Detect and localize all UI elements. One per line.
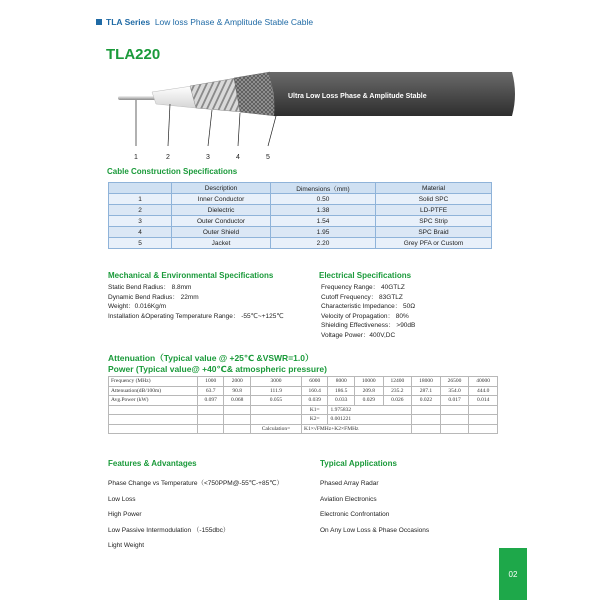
cell: 0.033 [328,396,354,406]
mechanical-line: Installation &Operating Temperature Range： -55℃~+125℃ [108,312,284,320]
cell: 90.8 [224,386,250,396]
feature-item: High Power [108,511,142,518]
cell [109,424,198,434]
application-item: Electronic Confrontation [320,511,390,518]
col-header-description: Description [172,183,271,194]
electrical-line: Voltage Power：400V,DC [321,331,396,339]
callout-1: 1 [134,154,138,161]
cell: 0.026 [383,396,412,406]
cell: 287.1 [412,386,441,396]
cell: 5 [109,238,172,249]
cable-drawing [100,66,520,176]
cell: Jacket [172,238,271,249]
callout-4: 4 [236,154,240,161]
cell: 209.8 [354,386,383,396]
calc-formula: K1×√FMHz+K2×FMHz [302,424,412,434]
application-item: Aviation Electronics [320,495,377,503]
feature-item: Phase Change vs Temperature（<750PPM@-55℃-+85℃） [108,480,283,487]
electrical-line: Frequency Range： 40GTLZ [321,284,405,291]
cell: Grey PFA or Custom [376,238,492,249]
inner-conductor [118,96,158,100]
page-number: 02 [508,570,518,579]
cell: Dielectric [172,205,271,216]
cell [469,424,498,434]
cell: 1000 [198,377,224,387]
cell: 0.017 [440,396,469,406]
feature-item: Low Loss [108,495,136,503]
cell [412,424,441,434]
callout-3: 3 [206,154,210,161]
cell: Outer Conductor [172,216,271,227]
cell: 354.0 [440,386,469,396]
table-row [109,405,498,415]
table-header-row [109,183,492,194]
page-number-box [499,548,527,600]
cell: 40000 [469,377,498,387]
mechanical-line: Static Bend Radius： 8.8mm [108,284,192,291]
cell: 235.2 [383,386,412,396]
table-row [109,424,498,434]
k2-value: 0.001221 [328,415,412,425]
application-item: On Any Low Loss & Phase Occasions [320,526,430,534]
cell: 26500 [440,377,469,387]
outer-conductor [190,78,242,112]
cell: 160.4 [302,386,328,396]
cell: 12400 [383,377,412,387]
mechanical-heading: Mechanical & Environmental Specifications [108,271,274,280]
series-name: TLA Series [106,17,151,27]
cell: 1 [109,194,172,205]
cell [109,405,198,415]
table-row [109,216,492,227]
cell [224,405,250,415]
cell: 0.055 [250,396,301,406]
feature-item: Low Passive Intermodulation （-155dbc） [108,526,230,534]
cell [440,405,469,415]
electrical-line: Cutoff Frequency： 83GTLZ [321,293,403,301]
cell: 0.50 [271,194,376,205]
col-header-dimensions: Dimensions（mm) [271,183,376,194]
cell: 0.097 [198,396,224,406]
table-row [109,415,498,425]
header-square-icon [96,19,102,25]
electrical-line: Velocity of Propagation： 80% [321,312,409,320]
application-item: Phased Array Radar [320,480,379,487]
cell: 8000 [328,377,354,387]
cell: 444.0 [469,386,498,396]
cell: 1.54 [271,216,376,227]
cell: 111.9 [250,386,301,396]
table-row [109,205,492,216]
att-label: Attenuation(dB/100m) [109,386,198,396]
cell [198,424,224,434]
freq-label: Frequency (MHz) [109,377,198,387]
mechanical-list [108,283,284,321]
cell [224,415,250,425]
mechanical-line: Dynamic Bend Radius： 22mm [108,293,199,301]
cell [440,424,469,434]
construction-heading: Cable Construction Specifications [107,167,238,176]
calc-label: Calculation= [250,424,301,434]
cell [469,405,498,415]
cell: 3 [109,216,172,227]
cell: 6000 [302,377,328,387]
cell [224,424,250,434]
electrical-heading: Electrical Specifications [319,271,412,280]
cell: 3000 [250,377,301,387]
cell: 63.7 [198,386,224,396]
cell: Inner Conductor [172,194,271,205]
cell [198,415,224,425]
features-heading: Features & Advantages [108,459,197,468]
cell [469,415,498,425]
callout-5: 5 [266,154,270,161]
cell [198,405,224,415]
table-row [109,194,492,205]
header-subtitle: Low loss Phase & Amplitude Stable Cable [154,17,314,27]
power-label: Avg.Power (kW) [109,396,198,406]
cell: 4 [109,227,172,238]
feature-item: Light Weight [108,542,145,549]
table-row [109,396,498,406]
table-row [109,227,492,238]
cell: LD-PTFE [376,205,492,216]
electrical-list [321,283,415,340]
k1-label: K1= [302,405,328,415]
cell [250,415,301,425]
page-header [96,17,313,27]
cell [412,415,441,425]
cable-illustration [100,66,520,176]
outer-shield [234,72,276,116]
col-header-material: Material [376,183,492,194]
cell: 2 [109,205,172,216]
attenuation-title: Attenuation（Typical value @ +25℃ &VSWR=1.0） [108,353,314,363]
col-header-index [109,183,172,194]
k1-value: 1.975832 [328,405,412,415]
cell: Outer Shield [172,227,271,238]
cell [440,415,469,425]
cell: 1.95 [271,227,376,238]
cell: SPC Braid [376,227,492,238]
k2-label: K2= [302,415,328,425]
product-title: TLA220 [106,46,161,63]
table-row [109,377,498,387]
construction-table [108,182,492,249]
features-list [108,476,283,554]
cell [250,405,301,415]
electrical-line: Characteristic Impedance： 50Ω [321,303,416,310]
cell: Solid SPC [376,194,492,205]
mechanical-line: Weight：0.016Kg/m [108,303,167,310]
applications-list [320,476,429,538]
cell: 0.022 [412,396,441,406]
cell: 2.20 [271,238,376,249]
cell: 0.014 [469,396,498,406]
table-row [109,386,498,396]
cell: 0.029 [354,396,383,406]
dielectric [152,86,196,108]
cell: 0.068 [224,396,250,406]
cell [412,405,441,415]
cell: 18000 [412,377,441,387]
cell: SPC Strip [376,216,492,227]
cell: 10000 [354,377,383,387]
cell [109,415,198,425]
cell: 0.039 [302,396,328,406]
cell: 2000 [224,377,250,387]
table-row [109,238,492,249]
attenuation-table [108,376,498,434]
applications-heading: Typical Applications [320,459,397,468]
callout-2: 2 [166,154,170,161]
jacket-label: Ultra Low Loss Phase & Amplitude Stable [288,93,427,100]
cell: 186.5 [328,386,354,396]
cell: 1.38 [271,205,376,216]
power-title: Power (Typical value@ +40℃& atmospheric pressure) [108,364,327,374]
electrical-line: Shielding Effectiveness： >90dB [321,322,416,329]
